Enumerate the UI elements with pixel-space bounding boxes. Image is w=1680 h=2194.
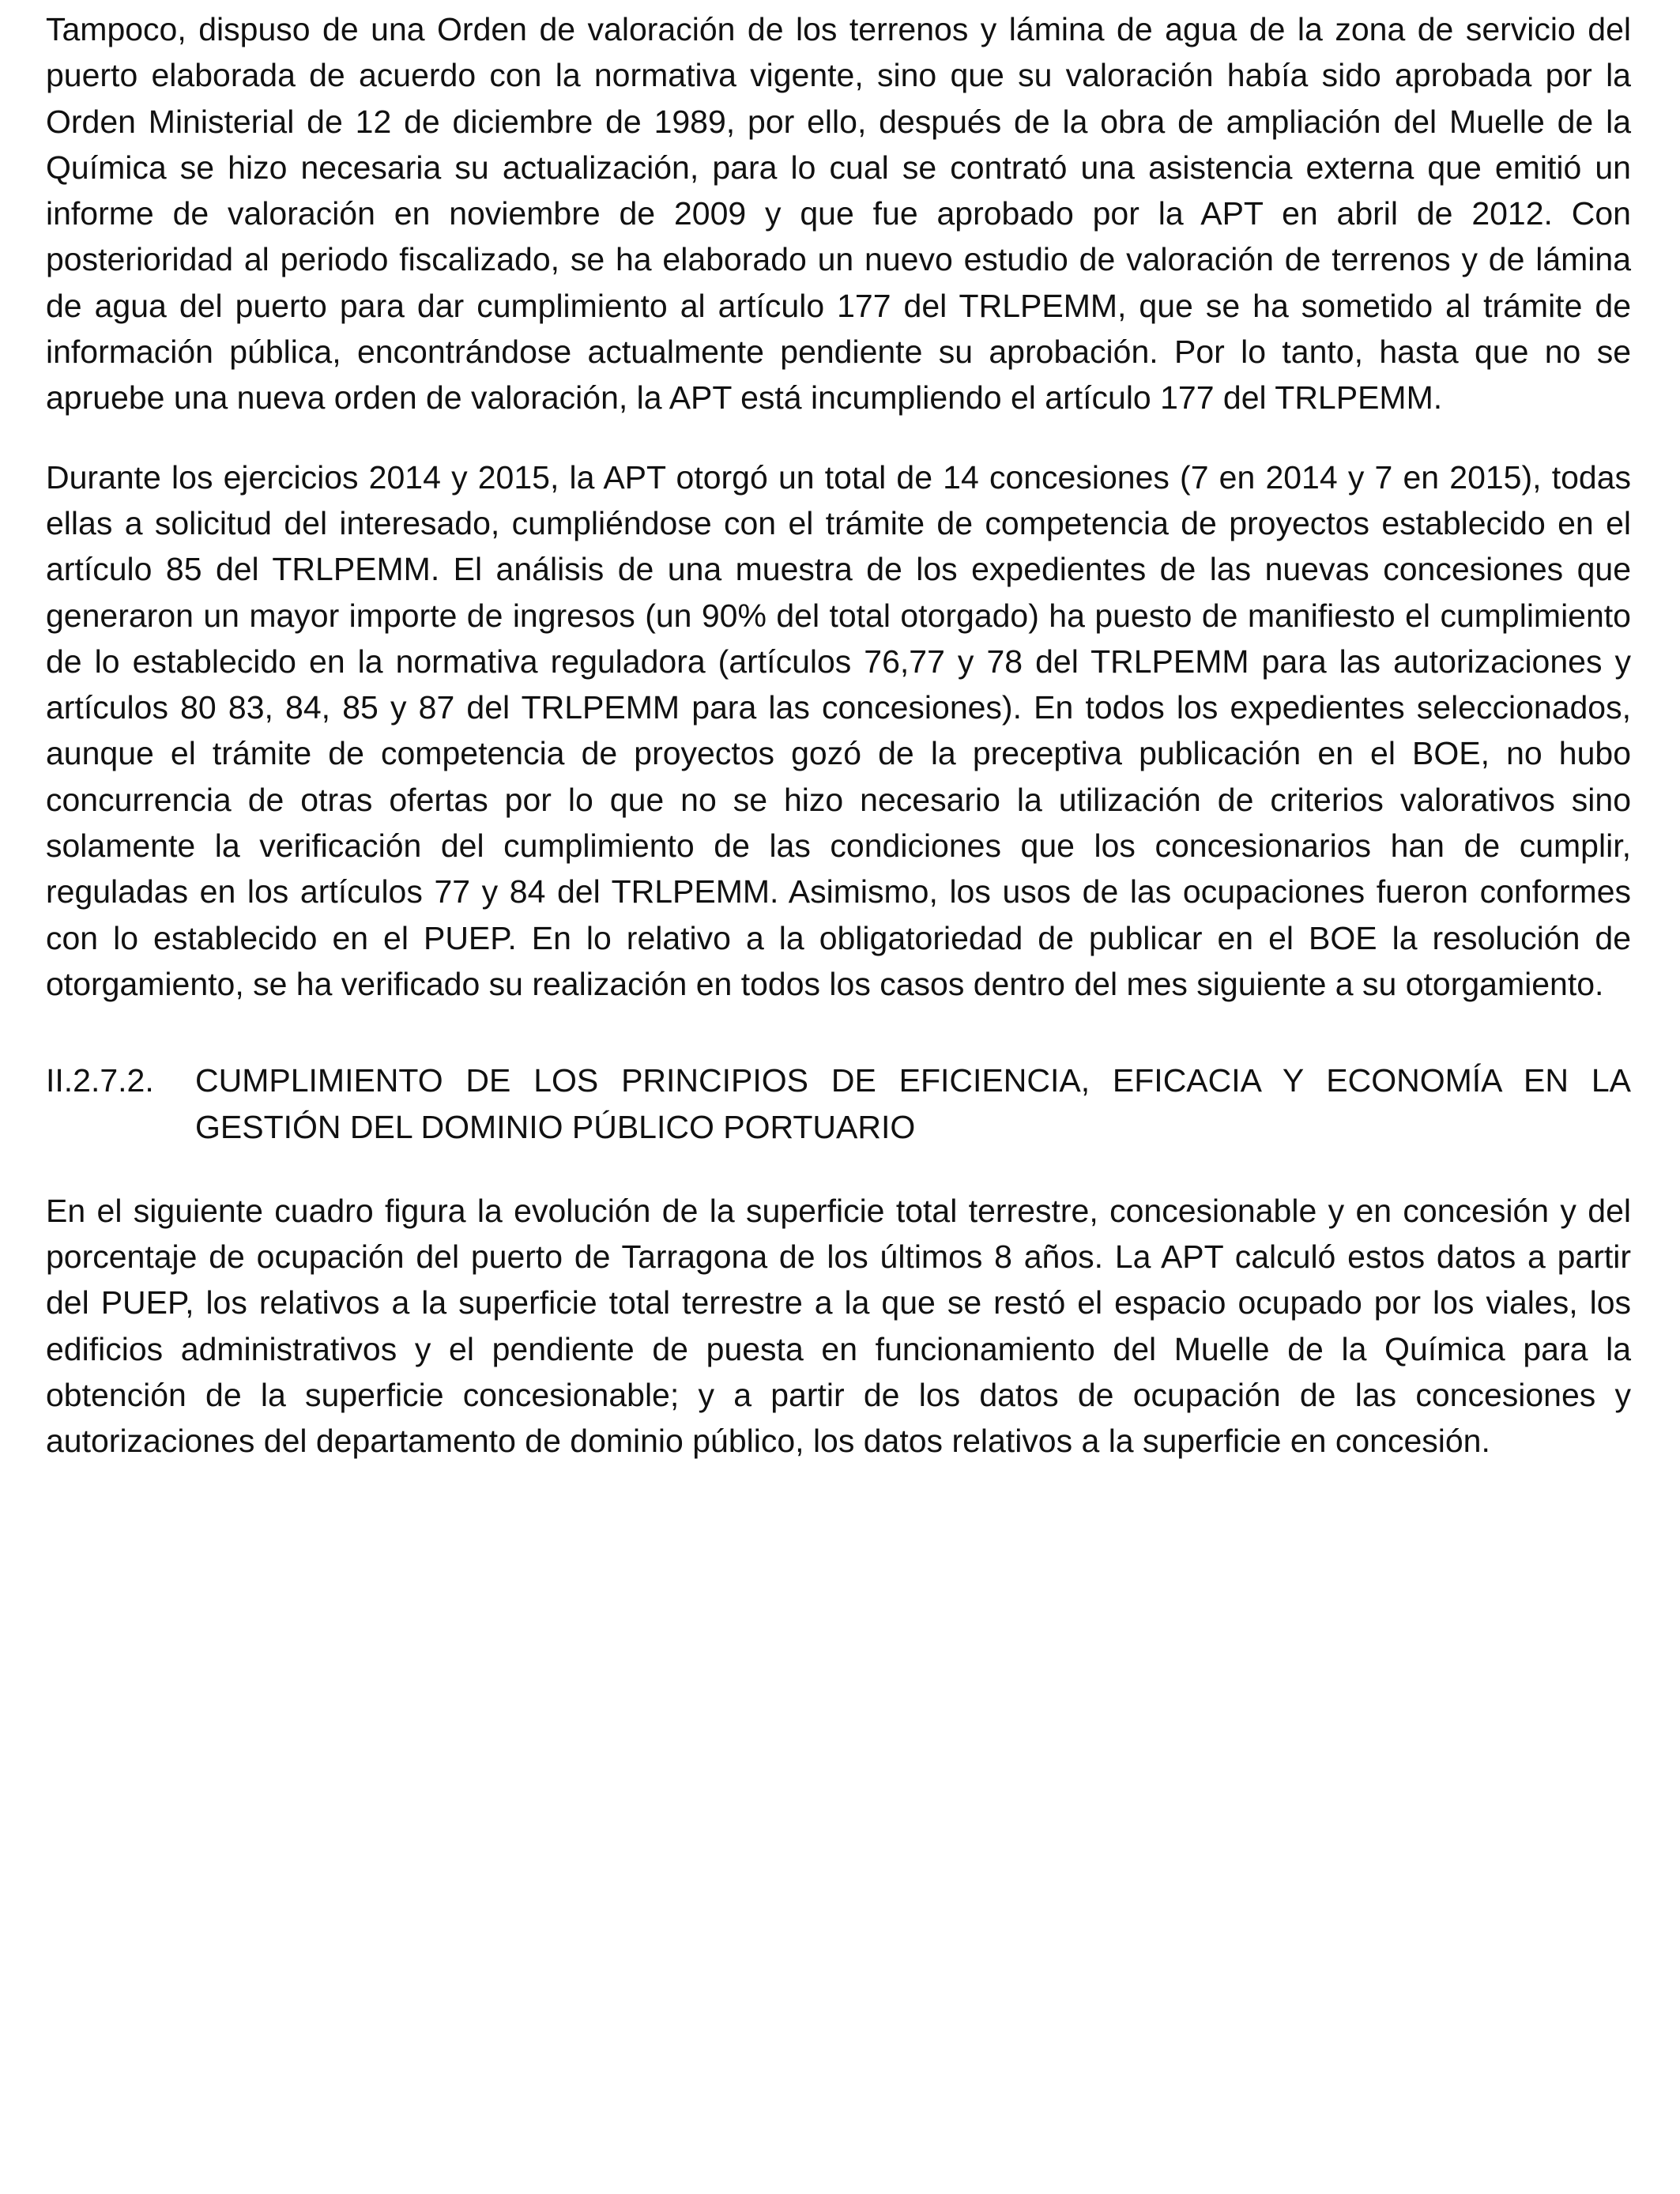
section-heading: [46, 1057, 1631, 1150]
document-page: [46, 6, 1631, 1465]
paragraph-evolucion-superficie: En el siguiente cuadro figura la evolución de la superficie total terrestre, concesionable y en concesión y del porcentaje de ocupación del puerto de Tarragona de los últimos 8 años. La APT calculó estos datos a partir del PUEP, los relativos a la superficie total terrestre a la que se restó el espacio ocupado por los viales, los edificios administrativos y el pendiente de puesta en funcionamiento del Muelle de la Química para la obtención de la superficie concesionable; y a partir de los datos de ocupación de las concesiones y autorizaciones del departamento de dominio público, los datos relativos a la superficie en concesión.: [46, 1192, 1631, 1460]
paragraph-valoracion-terrenos: Tampoco, dispuso de una Orden de valoración de los terrenos y lámina de agua de la zona de servicio del puerto elaborada de acuerdo con la normativa vigente, sino que su valoración había sido aprobada por la Orden Ministerial de 12 de diciembre de 1989, por ello, después de la obra de ampliación del Muelle de la Química se hizo necesaria su actualización, para lo cual se contrató una asistencia externa que emitió un informe de valoración en noviembre de 2009 y que fue aprobado por la APT en abril de 2012. Con posterioridad al periodo fiscalizado, se ha elaborado un nuevo estudio de valoración de terrenos y de lámina de agua del puerto para dar cumplimiento al artículo 177 del TRLPEMM, que se ha sometido al trámite de información pública, encontrándose actualmente pendiente su aprobación. Por lo tanto, hasta que no se apruebe una nueva orden de valoración, la APT está incumpliendo el artículo 177 del TRLPEMM.: [46, 11, 1631, 417]
section-title: CUMPLIMIENTO DE LOS PRINCIPIOS DE EFICIENCIA, EFICACIA Y ECONOMÍA EN LA GESTIÓN DEL DOMINIO PÚBLICO PORTUARIO: [195, 1062, 1631, 1145]
paragraph-concesiones-otorgadas: Durante los ejercicios 2014 y 2015, la APT otorgó un total de 14 concesiones (7 en 2014 y 7 en 2015), todas ellas a solicitud del interesado, cumpliéndose con el trámite de competencia de proyectos establecido en el artículo 85 del TRLPEMM. El análisis de una muestra de los expedientes de las nuevas concesiones que generaron un mayor importe de ingresos (un 90% del total otorgado) ha puesto de manifiesto el cumplimiento de lo establecido en la normativa reguladora (artículos 76,77 y 78 del TRLPEMM para las autorizaciones y artículos 80 83, 84, 85 y 87 del TRLPEMM para las concesiones). En todos los expedientes seleccionados, aunque el trámite de competencia de proyectos gozó de la preceptiva publicación en el BOE, no hubo concurrencia de otras ofertas por lo que no se hizo necesario la utilización de criterios valorativos sino solamente la verificación del cumplimiento de las condiciones que los concesionarios han de cumplir, reguladas en los artículos 77 y 84 del TRLPEMM. Asimismo, los usos de las ocupaciones fueron conformes con lo establecido en el PUEP. En lo relativo a la obligatoriedad de publicar en el BOE la resolución de otorgamiento, se ha verificado su realización en todos los casos dentro del mes siguiente a su otorgamiento.: [46, 458, 1631, 1002]
section-number: II.2.7.2.: [46, 1062, 154, 1099]
